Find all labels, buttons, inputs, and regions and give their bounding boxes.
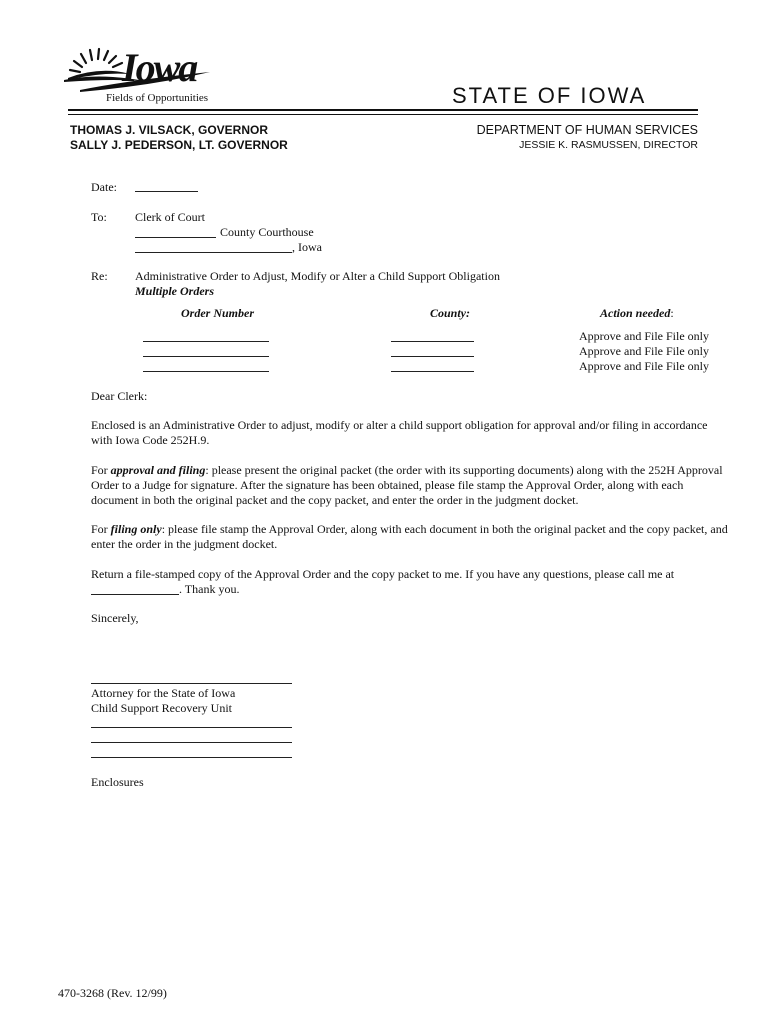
county-field-2[interactable] xyxy=(391,356,474,357)
to-courthouse: County Courthouse xyxy=(220,225,314,239)
department-name: DEPARTMENT OF HUMAN SERVICES xyxy=(476,123,698,137)
paragraph-filing-only xyxy=(91,522,731,552)
signature-unit: Child Support Recovery Unit xyxy=(91,701,232,715)
city-field[interactable] xyxy=(135,252,292,253)
re-subject: Administrative Order to Adjust, Modify or Alter a Child Support Obligation xyxy=(135,269,500,283)
state-title: STATE OF IOWA xyxy=(452,83,647,108)
lt-governor-name: SALLY J. PEDERSON, LT. GOVERNOR xyxy=(70,138,288,152)
signature-field[interactable] xyxy=(91,683,292,684)
col-order-number: Order Number xyxy=(181,306,255,320)
form-number: 470-3268 (Rev. 12/99) xyxy=(58,986,167,1000)
logo-wordmark: Iowa xyxy=(122,45,197,90)
signature-title: Attorney for the State of Iowa xyxy=(91,686,236,700)
address-field-3[interactable] xyxy=(91,757,292,758)
governor-name: THOMAS J. VILSACK, GOVERNOR xyxy=(70,123,269,137)
order-number-field-2[interactable] xyxy=(143,356,269,357)
enclosures-label: Enclosures xyxy=(91,775,144,789)
logo-tagline: Fields of Opportunities xyxy=(106,92,209,104)
date-field[interactable] xyxy=(135,191,198,192)
iowa-logo xyxy=(60,42,220,110)
p3-rest: : please file stamp the Approval Order, along with each document in both the original packet and the copy packet, and enter the order in the judgment docket. xyxy=(91,522,728,551)
action-option-1[interactable]: Approve and File File only xyxy=(579,329,709,343)
header-rule-thin xyxy=(68,114,698,115)
p3-bold: filing only xyxy=(110,522,162,536)
county-field-1[interactable] xyxy=(391,341,474,342)
action-option-2[interactable]: Approve and File File only xyxy=(579,344,709,358)
col-action-label: Action needed xyxy=(600,306,671,320)
order-number-field-1[interactable] xyxy=(143,341,269,342)
col-county: County: xyxy=(430,306,471,320)
re-multiple-orders: Multiple Orders xyxy=(135,284,215,298)
col-action-colon: : xyxy=(670,306,674,320)
phone-field[interactable] xyxy=(91,594,179,595)
closing: Sincerely, xyxy=(91,611,139,625)
p3-prefix: For xyxy=(91,522,111,536)
to-label: To: xyxy=(91,210,107,224)
p2-rest: : please present the original packet (the order with its supporting documents) along with the 252H Approval Order to a Judge for signature. After the signature has been obtained, please file stamp the Approval Order, along with each document in both the original packet and the copy packet, and enter the order in the judgment docket. xyxy=(91,463,723,507)
paragraph-return-line1: Return a file-stamped copy of the Approval Order and the copy packet to me. If you have any questions, please call me at xyxy=(91,567,675,581)
date-label: Date: xyxy=(91,180,117,194)
paragraph-return-line2: . Thank you. xyxy=(179,582,240,596)
p2-prefix: For xyxy=(91,463,111,477)
address-field-2[interactable] xyxy=(91,742,292,743)
salutation: Dear Clerk: xyxy=(91,389,148,403)
county-field[interactable] xyxy=(135,237,216,238)
paragraph-approval-filing xyxy=(91,463,731,508)
to-iowa: , Iowa xyxy=(292,240,322,254)
to-clerk: Clerk of Court xyxy=(135,210,205,224)
order-number-field-3[interactable] xyxy=(143,371,269,372)
county-field-3[interactable] xyxy=(391,371,474,372)
col-action xyxy=(600,306,674,321)
address-field-1[interactable] xyxy=(91,727,292,728)
director-name: JESSIE K. RASMUSSEN, DIRECTOR xyxy=(519,139,698,151)
paragraph-enclosed: Enclosed is an Administrative Order to adjust, modify or alter a child support obligation for approval and/or filing in accordance with Iowa Code 252H.9. xyxy=(91,418,708,447)
re-label: Re: xyxy=(91,269,108,283)
header-rule xyxy=(68,109,698,111)
p2-bold: approval and filing xyxy=(110,463,206,477)
action-option-3[interactable]: Approve and File File only xyxy=(579,359,709,373)
